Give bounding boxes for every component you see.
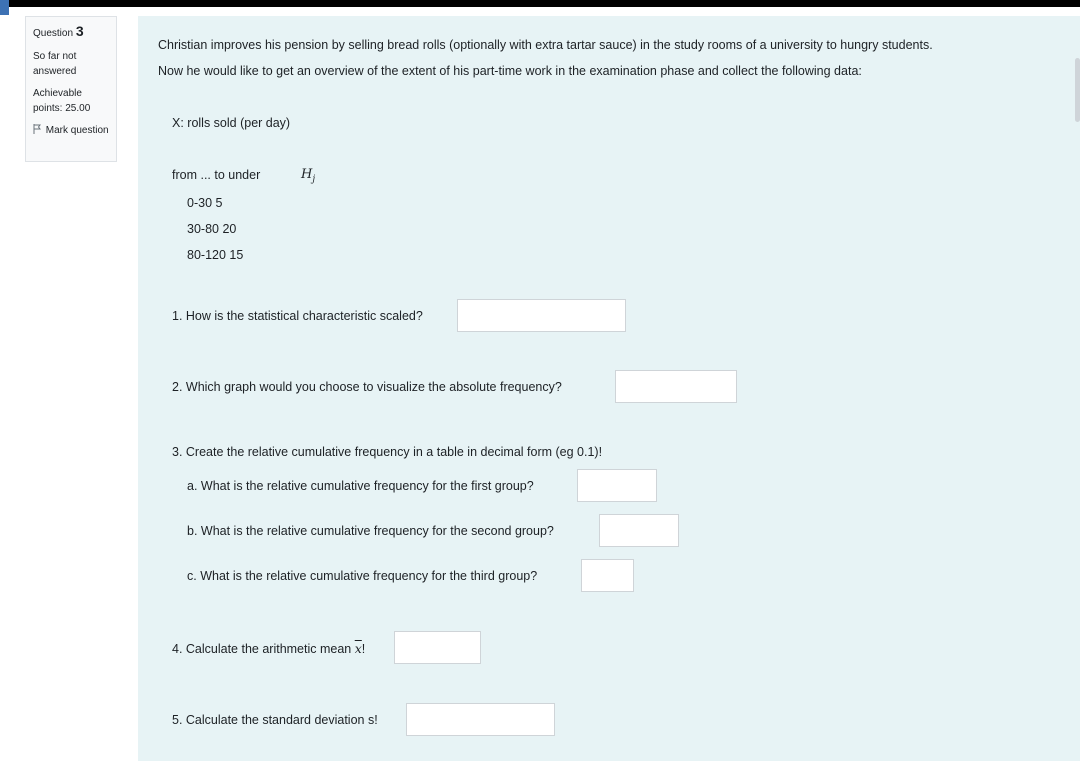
table-header-frequency: [301, 166, 315, 189]
question-intro-line-2: Now he would like to get an overview of the extent of his part-time work in the examination phase and collect the following data:: [158, 64, 862, 78]
question-state: So far not answered: [33, 51, 77, 77]
question-grade: Achievable points: 25.00: [33, 88, 91, 114]
question-number-line: [33, 24, 109, 41]
frequency-subscript: j: [312, 174, 316, 185]
question-5-text: 5. Calculate the standard deviation s!: [172, 713, 378, 727]
table-header-class: from ... to under: [172, 168, 261, 182]
answer-4-input[interactable]: [394, 631, 481, 664]
question-4-text: [172, 640, 365, 658]
mark-question-label: Mark question: [45, 125, 109, 136]
question-info-panel: [25, 16, 117, 162]
question-label: Question: [33, 28, 74, 39]
question-4-label: 4. Calculate the arithmetic mean: [172, 642, 355, 656]
scrollbar[interactable]: [1075, 58, 1080, 122]
question-content: [138, 16, 1080, 761]
question-3a-text: a. What is the relative cumulative frequency for the first group?: [187, 479, 534, 493]
question-number: 3: [75, 23, 84, 39]
question-intro-line-1: Christian improves his pension by selling bread rolls (optionally with extra tartar sauce) in the study rooms of a university to hungry students.: [158, 38, 933, 52]
answer-3b-input[interactable]: [599, 514, 679, 547]
table-row: 30-80 20: [187, 222, 237, 236]
answer-2-input[interactable]: [615, 370, 737, 403]
question-3c-text: c. What is the relative cumulative frequency for the third group?: [187, 569, 538, 583]
question-3-text: 3. Create the relative cumulative frequency in a table in decimal form (eg 0.1)!: [172, 445, 603, 459]
question-1-text: 1. How is the statistical characteristic scaled?: [172, 309, 423, 323]
table-row: 80-120 15: [187, 248, 244, 262]
answer-5-input[interactable]: [406, 703, 555, 736]
flag-icon: [33, 125, 44, 136]
question-3b-text: b. What is the relative cumulative frequency for the second group?: [187, 524, 554, 538]
answer-1-input[interactable]: [457, 299, 626, 332]
table-row: 0-30 5: [187, 196, 223, 210]
mean-symbol: $\overline{x}$: [354, 641, 362, 656]
answer-3a-input[interactable]: [577, 469, 657, 502]
top-bar: [0, 0, 1080, 7]
question-2-text: 2. Which graph would you choose to visualize the absolute frequency?: [172, 380, 562, 394]
top-bar-accent: [0, 0, 9, 15]
answer-3c-input[interactable]: [581, 559, 634, 592]
question-4-end: !: [361, 642, 366, 656]
variable-description: X: rolls sold (per day): [172, 116, 291, 130]
frequency-symbol: H: [301, 167, 313, 182]
mark-question-link[interactable]: [33, 123, 109, 138]
